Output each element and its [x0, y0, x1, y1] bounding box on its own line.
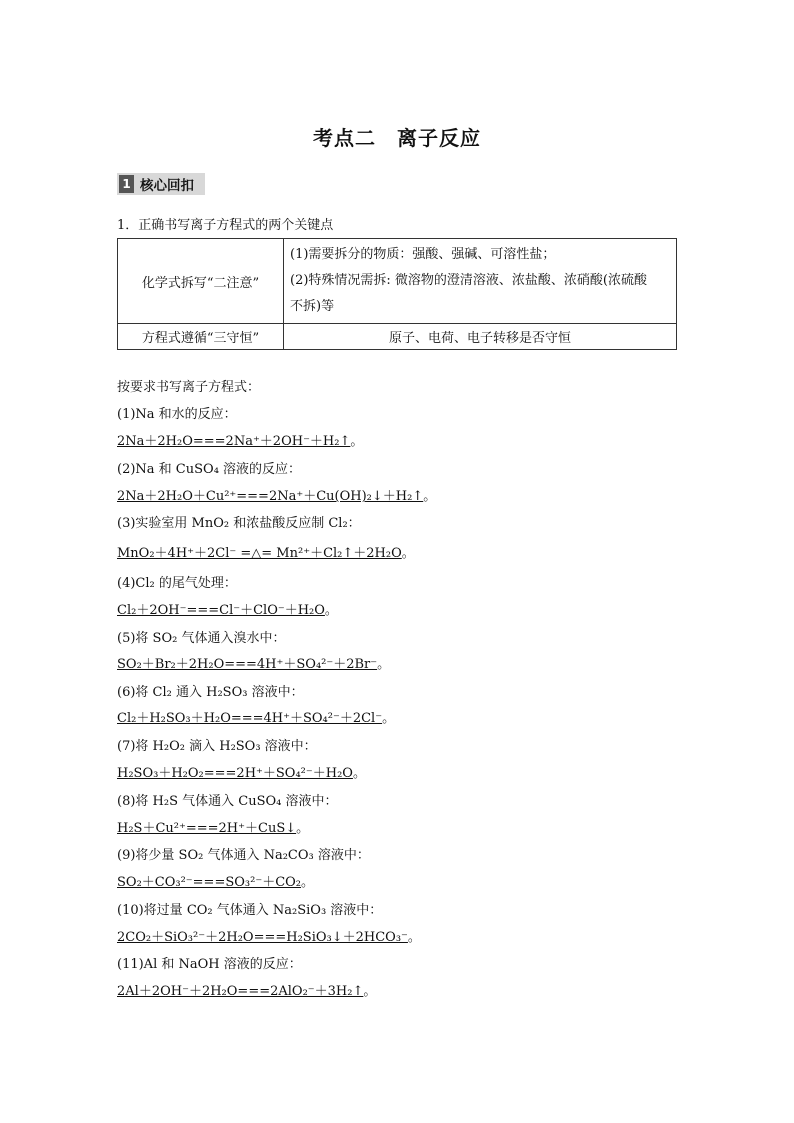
subheading: 1．正确书写离子方程式的两个关键点 — [117, 218, 334, 233]
answer-equation: MnO₂＋4H⁺＋2Cl⁻ =△= Mn²⁺＋Cl₂↑＋2H₂O — [117, 546, 402, 561]
end-mark: 。 — [301, 875, 315, 890]
table-value-line: (2)特殊情况需拆: 微溶物的澄清溶液、浓盐酸、浓硝酸(浓硫酸 — [290, 273, 647, 288]
answer-equation: 2Al＋2OH⁻＋2H₂O===2AlO₂⁻＋3H₂↑ — [117, 984, 364, 999]
end-mark: 。 — [352, 766, 366, 781]
answer — [117, 980, 376, 999]
answer-equation: H₂SO₃＋H₂O₂===2H⁺＋SO₄²⁻＋H₂O — [117, 766, 353, 781]
section-number: 1 — [119, 175, 134, 193]
answer — [117, 871, 314, 890]
answer — [117, 926, 421, 945]
page-title: 考点二 离子反应 — [313, 126, 481, 150]
answer-equation: 2CO₂＋SiO₃²⁻＋2H₂O===H₂SiO₃↓＋2HCO₃⁻ — [117, 930, 408, 945]
answer-equation: 2Na＋2H₂O===2Na⁺＋2OH⁻＋H₂↑ — [117, 434, 351, 449]
end-mark: 。 — [350, 434, 364, 449]
section-badge — [117, 173, 205, 195]
table-value-line: (1)需要拆分的物质：强酸、强碱、可溶性盐； — [290, 247, 556, 262]
intro-text: 按要求书写离子方程式： — [117, 380, 261, 395]
answer-equation: Cl₂＋2OH⁻===Cl⁻＋ClO⁻＋H₂O — [117, 603, 325, 618]
answer — [117, 707, 395, 726]
rules-table — [117, 238, 677, 350]
table-value-line: 原子、电荷、电子转移是否守恒 — [388, 331, 571, 346]
answer — [117, 485, 436, 504]
table-key-cell: 化学式拆写“二注意” — [118, 239, 284, 324]
end-mark: 。 — [423, 489, 437, 504]
end-mark: 。 — [401, 546, 415, 561]
question: (9)将少量 SO₂ 气体通入 Na₂CO₃ 溶液中： — [117, 848, 370, 863]
answer — [117, 653, 390, 672]
question: (11)Al 和 NaOH 溶液的反应： — [117, 957, 302, 972]
table-value-cell — [284, 324, 677, 350]
section-label: 核心回扣 — [140, 178, 194, 194]
table-value-cell — [284, 239, 677, 324]
answer — [117, 817, 309, 836]
answer — [117, 599, 338, 618]
question: (7)将 H₂O₂ 滴入 H₂SO₃ 溶液中： — [117, 739, 317, 754]
answer-equation: H₂S＋Cu²⁺===2H⁺＋CuS↓ — [117, 821, 297, 836]
question: (10)将过量 CO₂ 气体通入 Na₂SiO₃ 溶液中： — [117, 903, 383, 918]
question: (2)Na 和 CuSO₄ 溶液的反应： — [117, 462, 302, 477]
question: (4)Cl₂ 的尾气处理： — [117, 576, 237, 591]
question: (1)Na 和水的反应： — [117, 407, 237, 422]
end-mark: 。 — [382, 711, 396, 726]
question: (5)将 SO₂ 气体通入溴水中： — [117, 631, 286, 646]
answer — [117, 542, 415, 561]
question: (3)实验室用 MnO₂ 和浓盐酸反应制 Cl₂： — [117, 516, 361, 531]
end-mark: 。 — [324, 603, 338, 618]
table-row — [118, 324, 677, 350]
question: (6)将 Cl₂ 通入 H₂SO₃ 溶液中： — [117, 685, 304, 700]
end-mark: 。 — [407, 930, 421, 945]
end-mark: 。 — [363, 984, 377, 999]
answer-equation: SO₂＋Br₂＋2H₂O===4H⁺＋SO₄²⁻＋2Br⁻ — [117, 657, 378, 672]
answer — [117, 762, 366, 781]
answer — [117, 430, 363, 449]
answer-equation: Cl₂＋H₂SO₃＋H₂O===4H⁺＋SO₄²⁻＋2Cl⁻ — [117, 711, 383, 726]
table-key-cell: 方程式遵循“三守恒” — [118, 324, 284, 350]
question: (8)将 H₂S 气体通入 CuSO₄ 溶液中： — [117, 794, 338, 809]
table-row — [118, 239, 677, 324]
end-mark: 。 — [377, 657, 391, 672]
end-mark: 。 — [296, 821, 310, 836]
answer-equation: SO₂＋CO₃²⁻===SO₃²⁻＋CO₂ — [117, 875, 302, 890]
answer-equation: 2Na＋2H₂O＋Cu²⁺===2Na⁺＋Cu(OH)₂↓＋H₂↑ — [117, 489, 424, 504]
table-value-line: 不拆)等 — [290, 299, 335, 314]
